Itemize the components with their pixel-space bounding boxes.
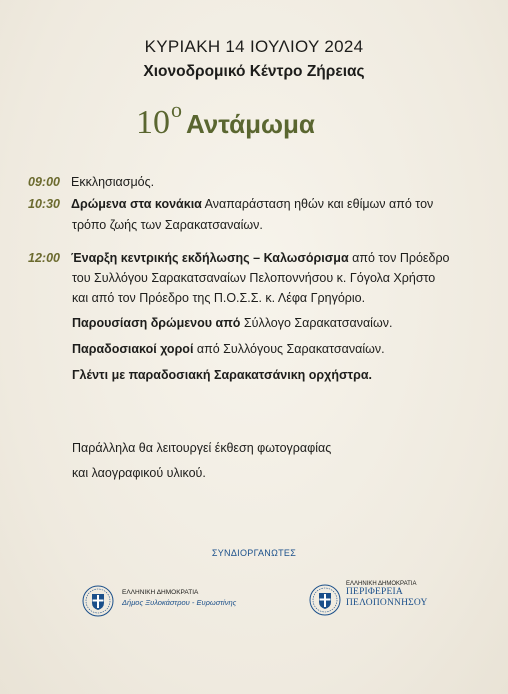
program-text: Αναπαράσταση ηθών και εθίμων από τον [201, 197, 434, 211]
program-text: και από τον Πρόεδρο της Π.Ο.Σ.Σ. κ. Λέφα Γρηγόριο. [72, 291, 366, 305]
program-time: 10:30 [28, 197, 60, 211]
logo2-line3: ΠΕΛΟΠΟΝΝΗΣΟΥ [346, 598, 428, 608]
greek-coat-of-arms-icon [306, 583, 344, 617]
program-time: 09:00 [28, 175, 60, 189]
program-item [28, 194, 434, 215]
event-title [136, 97, 315, 142]
event-venue: Χιονοδρομικό Κέντρο Ζήρειας [143, 63, 365, 80]
program-bold: Παραδοσιακοί χοροί [72, 342, 194, 356]
program-item [72, 339, 477, 360]
logo1-text [122, 588, 236, 608]
program-bold: Γλέντι με παραδοσιακή Σαρακατσάνικη ορχήστρα. [72, 368, 372, 382]
program-item [28, 172, 155, 193]
parallel-line: Παράλληλα θα λειτουργεί έκθεση φωτογραφίας [72, 441, 332, 455]
program-text: από Συλλόγους Σαρακατσαναίων. [193, 342, 385, 356]
program-item [72, 313, 477, 334]
title-number: 10 [136, 104, 170, 141]
logo2-line1: ΕΛΛΗΝΙΚΗ ΔΗΜΟΚΡΑΤΙΑ [346, 581, 417, 587]
event-date: ΚΥΡΙΑΚΗ 14 ΙΟΥΛΙΟΥ 2024 [144, 37, 364, 56]
logo1-line2: Δήμος Ξυλοκάστρου - Ευρωστίνης [122, 598, 237, 607]
program-text: Εκκλησιασμός. [71, 175, 155, 189]
logo2-text [346, 581, 428, 609]
logo2-line2: ΠΕΡΙΦΕΡΕΙΑ [346, 587, 403, 597]
program-text: τρόπο ζωής των Σαρακατσαναίων. [72, 218, 263, 232]
logo1-line1: ΕΛΛΗΝΙΚΗ ΔΗΜΟΚΡΑΤΙΑ [122, 589, 199, 596]
program-item [72, 365, 477, 386]
title-word: Αντάμωμα [186, 109, 315, 139]
program-bold: Παρουσίαση δρώμενου από [72, 316, 241, 330]
program-text: από τον Πρόεδρο [348, 251, 450, 265]
program-time: 12:00 [28, 251, 60, 265]
program-text: Σύλλογο Σαρακατσαναίων. [240, 316, 393, 330]
program-item [28, 248, 450, 269]
greek-coat-of-arms-icon [78, 583, 118, 619]
program-bold: Έναρξη κεντρικής εκδήλωσης – Καλωσόρισμα [71, 251, 349, 265]
title-superscript: ο [171, 97, 182, 122]
program-bold: Δρώμενα στα κονάκια [71, 197, 202, 211]
program-text: του Συλλόγου Σαρακατσαναίων Πελοποννήσου κ. Γόγολα Χρήστο [72, 271, 436, 285]
parallel-line: και λαογραφικού υλικού. [72, 466, 206, 480]
coorganizers-label: ΣΥΝΔΙΟΡΓΑΝΩΤΕΣ [211, 548, 297, 558]
